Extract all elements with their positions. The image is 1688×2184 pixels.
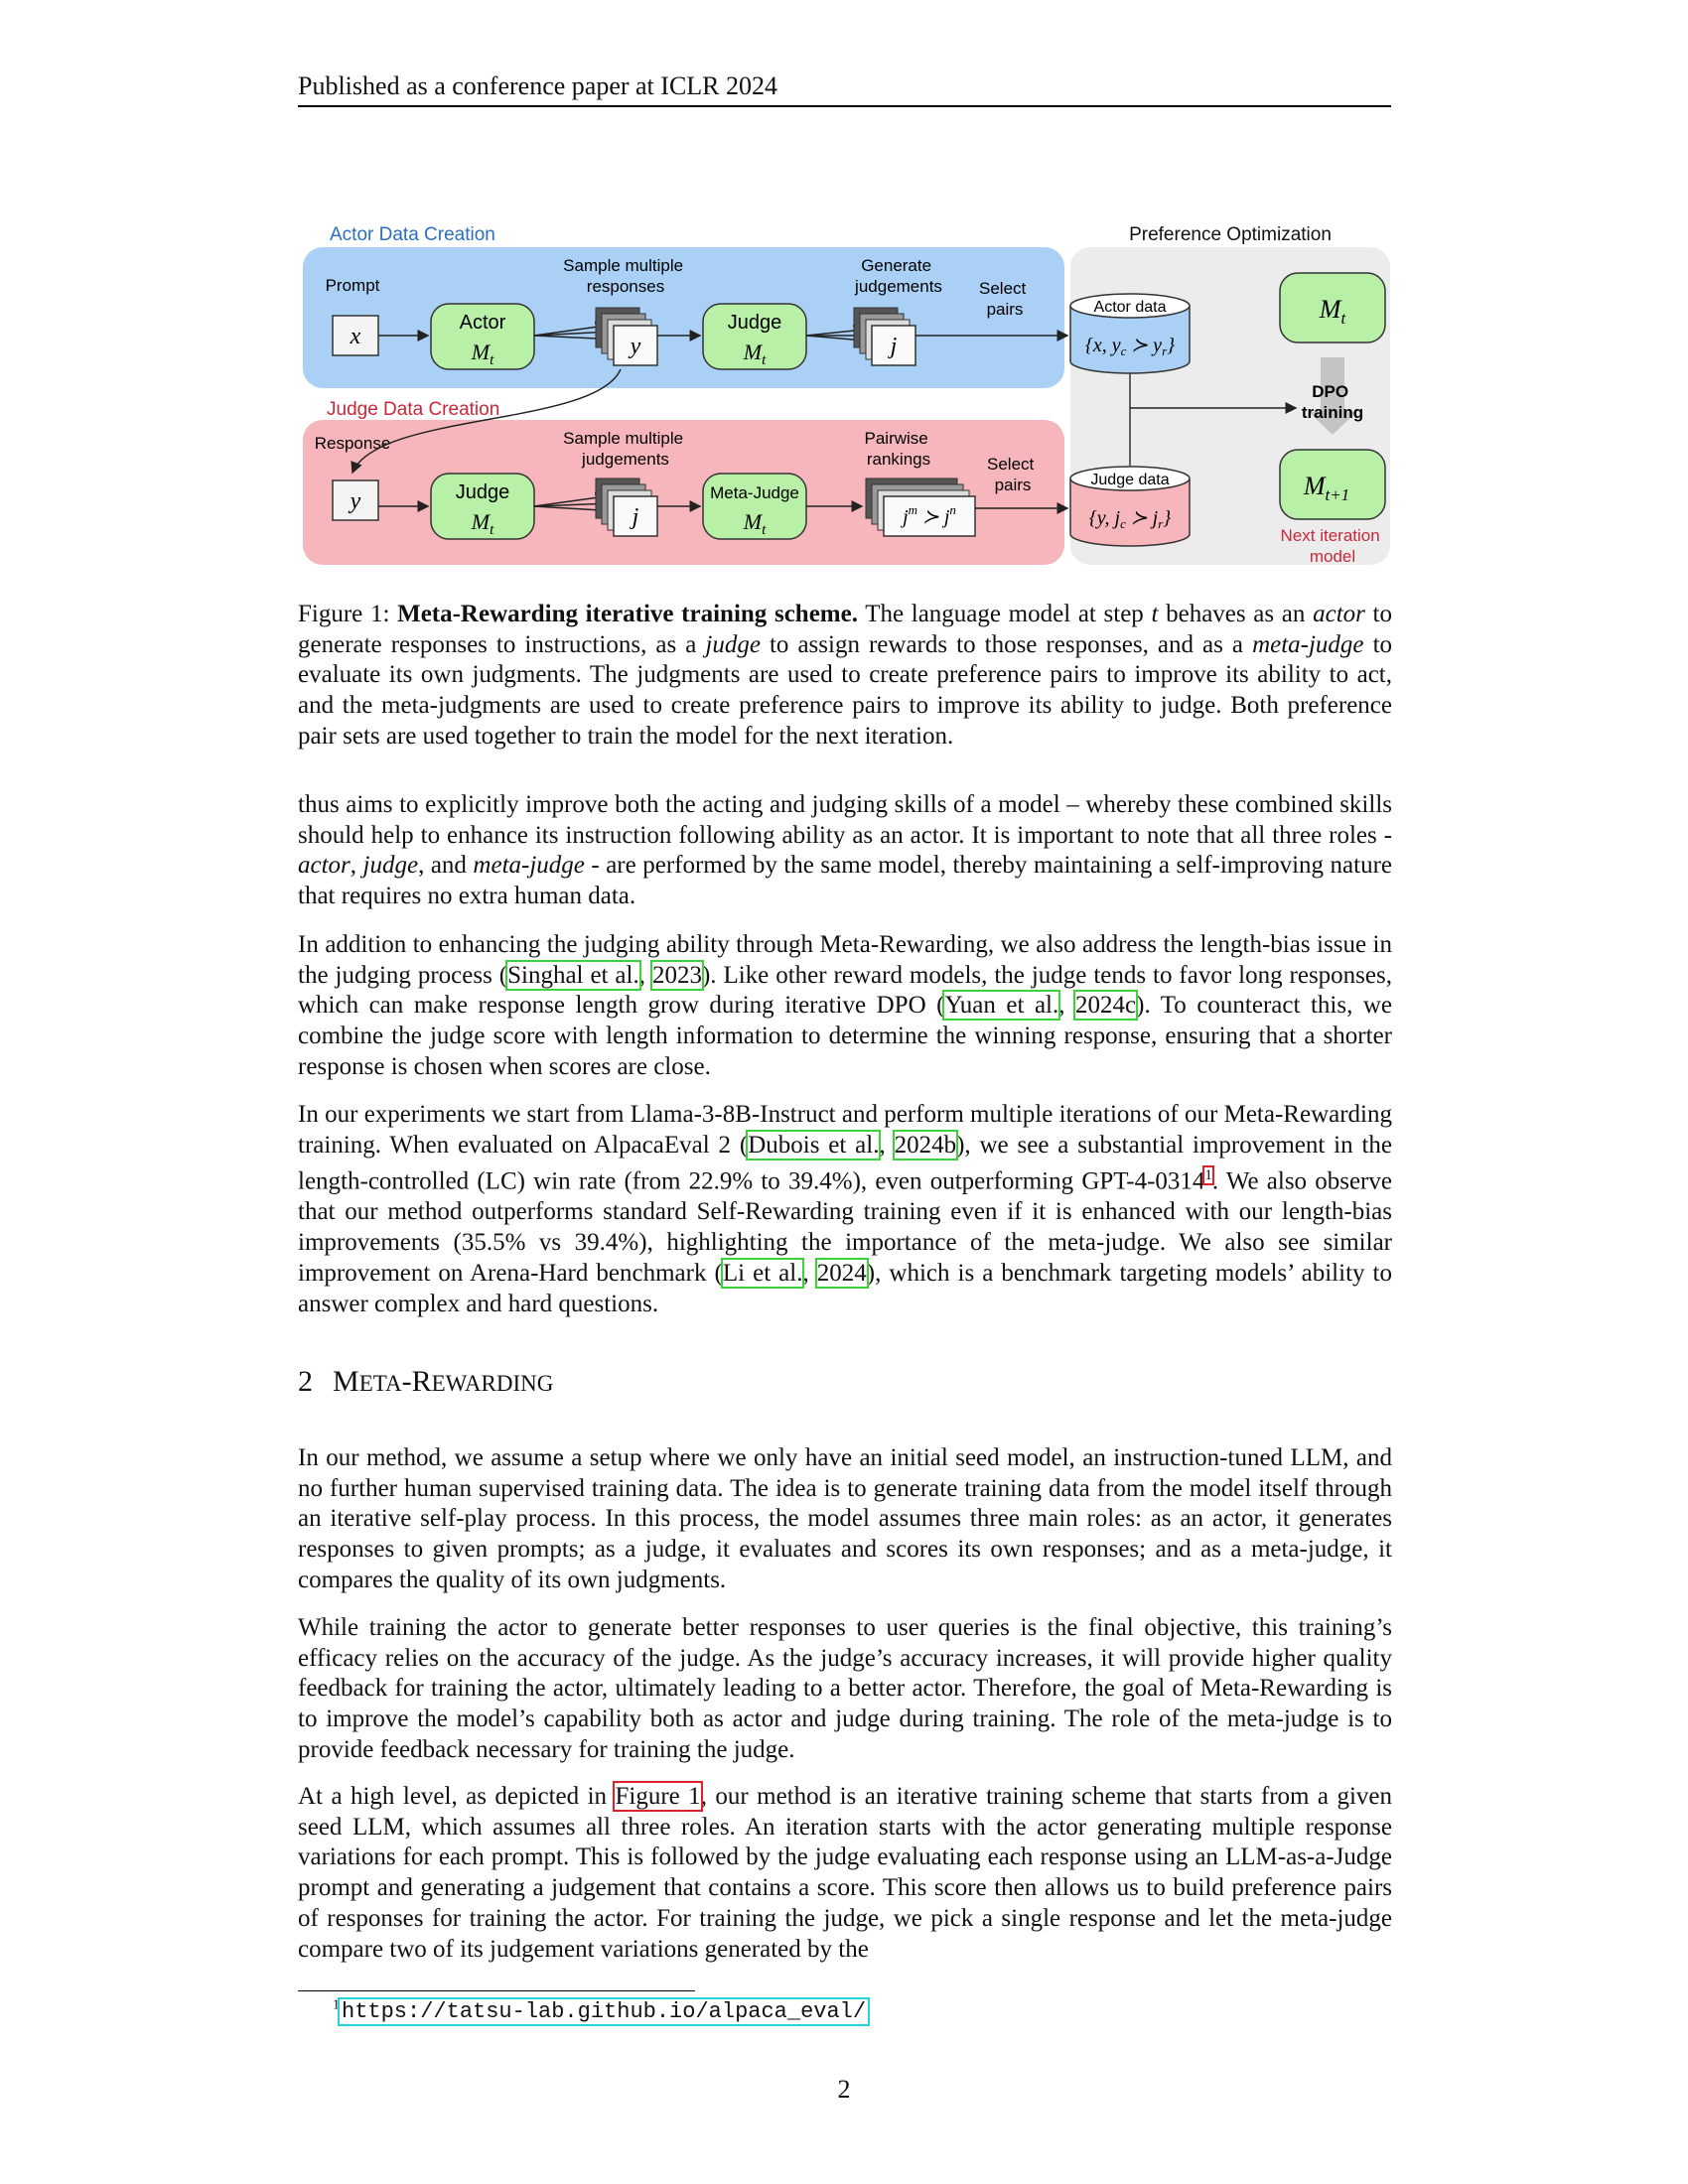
paragraph[interactable]: In addition to enhancing the judging ability through Meta-Rewarding, we also address the length-bias issue in the judging process (Singhal et al., 2023). Like other reward models, the judge tends to favor long responses, which can make response length grow during iterative DPO (Yuan et al., 2024c). To counteract this, we combine the judge score with length information to determine the winning response, ensuring that a shorter response is chosen when scores are close.	[298, 931, 1393, 1080]
caption-label: Figure 1:	[298, 601, 390, 627]
pairwise-rankings-label: Pairwise rankings	[864, 429, 931, 469]
svg-text:{y, jc ≻ jr}: {y, $j_c$ ≻ $j_r$}	[1088, 507, 1172, 531]
footnote-rule	[298, 1990, 695, 1991]
section-number: 2	[298, 1365, 313, 1398]
svg-text:x: x	[350, 324, 361, 349]
caption-title: Meta-Rewarding iterative training scheme.	[397, 601, 858, 627]
judge-node-label: Judge	[455, 481, 510, 503]
dpo-training-label: DPO training	[1301, 382, 1364, 422]
svg-text:Mt: $M_t$	[1319, 295, 1346, 328]
select-pairs-judge-label: Select pairs	[987, 455, 1035, 494]
next-iteration-label: Next iteration model	[1280, 526, 1380, 566]
judge-node-actor-label: Judge	[727, 312, 782, 334]
actor-data-label: Actor data	[1093, 299, 1167, 316]
svg-text:Mt: $M_t$	[471, 509, 494, 538]
judge-section-title: Judge Data Creation	[327, 399, 500, 420]
judge-data-cylinder	[1070, 467, 1190, 546]
actor-data-cylinder	[1070, 294, 1190, 373]
paragraph[interactable]: At a high level, as depicted in Figure 1, our method is an iterative training scheme that starts from a given seed LLM, which assumes all three roles. An iteration starts with the actor generating multiple response variations for each prompt. This is followed by the judge evaluating each response using an LLM-as-a-Judge prompt and generating a judgement that contains a score. This score then allows us to build preference pairs of responses for training the actor. For training the judge, we pick a single response and let the meta-judge compare two of its judgement variations generated by the	[298, 1783, 1392, 1963]
svg-text:Mt+1: $M_{t+1}$	[1303, 472, 1350, 504]
paragraph[interactable]: In our experiments we start from Llama-3-8B-Instruct and perform multiple iterations of our Meta-Rewarding training. When evaluated on AlpacaEval 2 (Dubois et al., 2024b), we see a substantial improvement in the length-controlled (LC) win rate (from 22.9% to 39.4%), even outperforming GPT-4-0314$^1$. We also observe that our method outperforms standard Self-Rewarding training even if it is enhanced with our length-bias improvements (35.5% vs 39.4%), highlighting the importance of the meta-judge. We also see similar improvement on Arena-Hard benchmark (Li et al., 2024), which is a benchmark targeting models’ ability to answer complex and hard questions.	[298, 1101, 1393, 1317]
page-number: 2	[837, 2075, 851, 2104]
svg-text:Mt: $M_t$	[743, 509, 767, 538]
actor-section-title: Actor Data Creation	[330, 224, 495, 245]
figure-caption	[298, 600, 1392, 752]
svg-text:y: y	[350, 488, 361, 514]
footnote	[333, 1997, 868, 2024]
svg-text:Mt: $M_t$	[743, 340, 767, 368]
figure-1-diagram	[298, 218, 1390, 566]
svg-text:{x, yc ≻ yr}: {x, $y_c$ ≻ $y_r$}	[1084, 335, 1176, 358]
select-pairs-actor-label: Select pairs	[979, 279, 1027, 319]
response-label: Response	[314, 434, 391, 453]
figure-1	[298, 218, 1390, 566]
header-rule	[298, 105, 1391, 107]
running-header: Published as a conference paper at ICLR 2024	[298, 71, 778, 100]
meta-judge-node-label: Meta-Judge	[710, 483, 799, 502]
svg-text:Mt: $M_t$	[471, 340, 494, 368]
section-heading	[298, 1365, 553, 1399]
generate-judgements-label: Generate judgements	[855, 256, 942, 296]
svg-text:jm ≻ jn: $j^m$ ≻ $j^n$	[903, 502, 956, 528]
caption-body: The language model at step t behaves as an actor to generate responses to instructions, as a judge to assign rewards to those responses, and as a meta-judge to evaluate its own judgments. The judgments are used to create preference pairs to improve its ability to act, and the meta-judgments are used to create preference pairs to improve its ability to judge. Both preference pair sets are used together to train the model for the next iteration.	[298, 601, 1393, 750]
sample-judgements-label: Sample multiple judgements	[563, 429, 684, 469]
section-title: META-REWARDING	[333, 1365, 554, 1398]
footnote-link[interactable]: https://tatsu-lab.github.io/alpaca_eval/	[342, 1999, 867, 2024]
paragraph: In our method, we assume a setup where we only have an initial seed model, an instruction-tuned LLM, and no further human supervised training data. The idea is to generate training data from the model itself through an iterative self-play process. In this process, the model assumes three main roles: as an actor, it generates responses to given prompts; as a judge, it evaluates and scores its own responses; and as a meta-judge, it compares the quality of its own judgments.	[298, 1444, 1392, 1593]
svg-text:j: j	[890, 334, 898, 359]
pref-section-title: Preference Optimization	[1129, 224, 1332, 245]
paragraph: thus aims to explicitly improve both the acting and judging skills of a model – whereby these combined skills should help to enhance its instruction following ability as an actor. It is important to note that all three roles - actor, judge, and meta-judge - are performed by the same model, thereby maintaining a self-improving nature that requires no extra human data.	[298, 791, 1392, 910]
paragraph: While training the actor to generate better responses to user queries is the final objective, this training’s efficacy relies on the accuracy of the judge. As the judge’s accuracy increases, it will provide higher quality feedback for training the actor, ultimately leading to a better actor. Therefore, the goal of Meta-Rewarding is to improve the model’s capability both as actor and judge during training. The role of the meta-judge is to provide feedback necessary for training the judge.	[298, 1614, 1392, 1763]
rankings-stack	[866, 478, 975, 536]
sample-responses-line1: Sample multiple	[563, 256, 684, 275]
footnote-mark: 1	[333, 1997, 340, 2013]
svg-text:y: y	[630, 334, 641, 359]
next-model-node	[1280, 450, 1385, 519]
judge-data-label: Judge data	[1090, 472, 1170, 488]
svg-text:j: j	[632, 504, 639, 530]
actor-node-label: Actor	[459, 312, 506, 334]
sample-responses-line2: responses	[586, 277, 665, 296]
prompt-label: Prompt	[325, 276, 380, 295]
